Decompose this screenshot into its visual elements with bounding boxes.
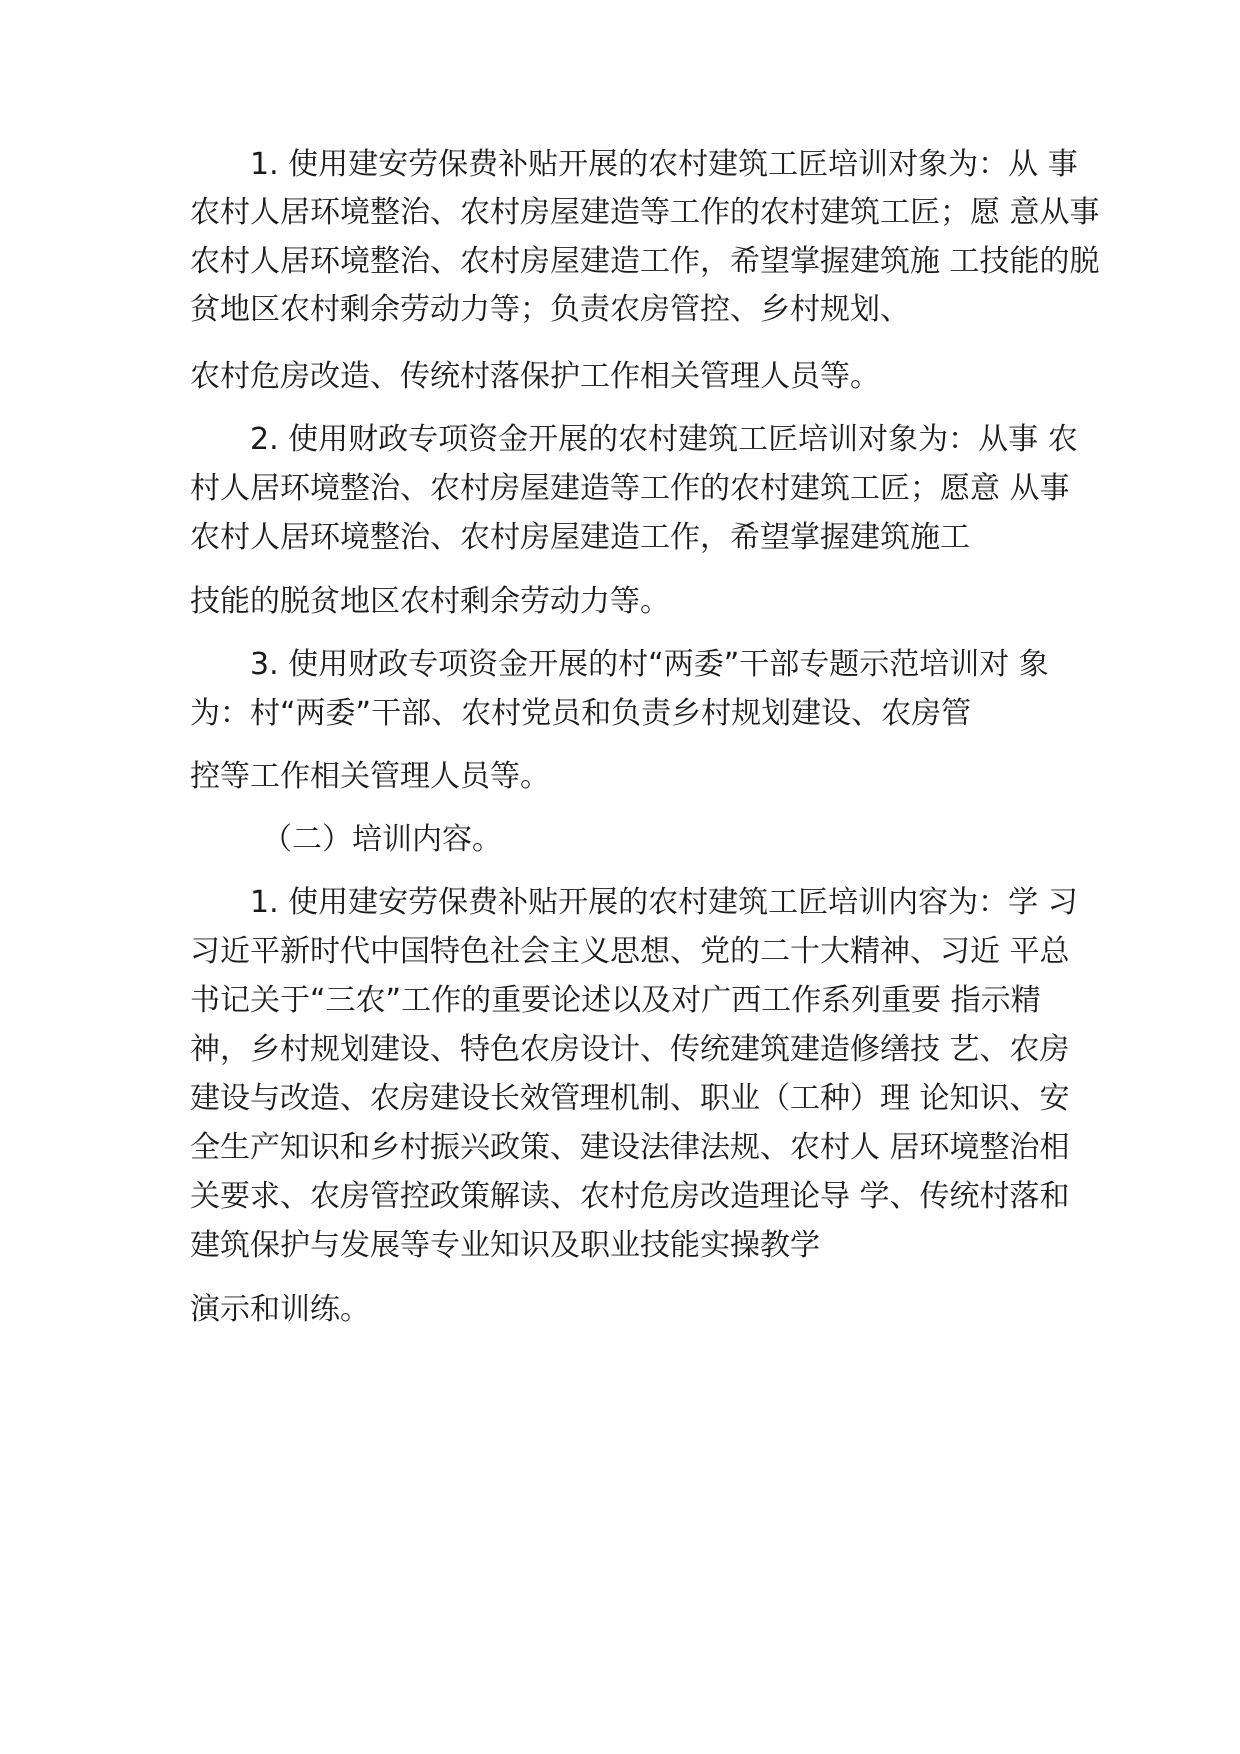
body-text-line: 建设与改造、农房建设长效管理机制、职业（工种）理 论知识、安 [190,1081,1070,1116]
body-text-line: （二）培训内容。 [262,822,502,857]
body-text-line: 农村人居环境整治、农村房屋建造工作，希望掌握建筑施 工技能的脱 [190,244,1100,279]
body-text-line: 农村人居环境整治、农村房屋建造等工作的农村建筑工匠；愿 意从事 [190,195,1100,230]
body-text-line: 1. 使用建安劳保费补贴开展的农村建筑工匠培训内容为：学 习 [250,885,1078,920]
body-text-line: 全生产知识和乡村振兴政策、建设法律法规、农村人 居环境整治相 [190,1130,1070,1165]
body-text-line: 控等工作相关管理人员等。 [190,759,550,794]
body-text-line: 习近平新时代中国特色社会主义思想、党的二十大精神、习近 平总 [190,934,1070,969]
body-text-line: 神，乡村规划建设、特色农房设计、传统建筑建造修缮技 艺、农房 [190,1032,1070,1067]
body-text-line: 关要求、农房管控政策解读、农村危房改造理论导 学、传统村落和 [190,1179,1070,1214]
body-text-line: 2. 使用财政专项资金开展的农村建筑工匠培训对象为：从事 农 [250,422,1078,457]
body-text-line: 技能的脱贫地区农村剩余劳动力等。 [190,584,670,619]
body-text-line: 1. 使用建安劳保费补贴开展的农村建筑工匠培训对象为：从 事 [250,147,1078,182]
body-text-line: 3. 使用财政专项资金开展的村“两委”干部专题示范培训对 象 [250,647,1049,682]
body-text-line: 书记关于“三农”工作的重要论述以及对广西工作系列重要 指示精 [190,983,1041,1018]
body-text-line: 演示和训练。 [190,1292,370,1327]
body-text-line: 农村危房改造、传统村落保护工作相关管理人员等。 [190,359,880,394]
body-text-line: 村人居环境整治、农村房屋建造等工作的农村建筑工匠；愿意 从事 [190,471,1070,506]
body-text-line: 贫地区农村剩余劳动力等；负责农房管控、乡村规划、 [190,292,910,327]
body-text-line: 为：村“两委”干部、农村党员和负责乡村规划建设、农房管 [190,696,972,731]
body-text-line: 农村人居环境整治、农村房屋建造工作，希望掌握建筑施工 [190,520,970,555]
body-text-line: 建筑保护与发展等专业知识及职业技能实操教学 [190,1228,820,1263]
